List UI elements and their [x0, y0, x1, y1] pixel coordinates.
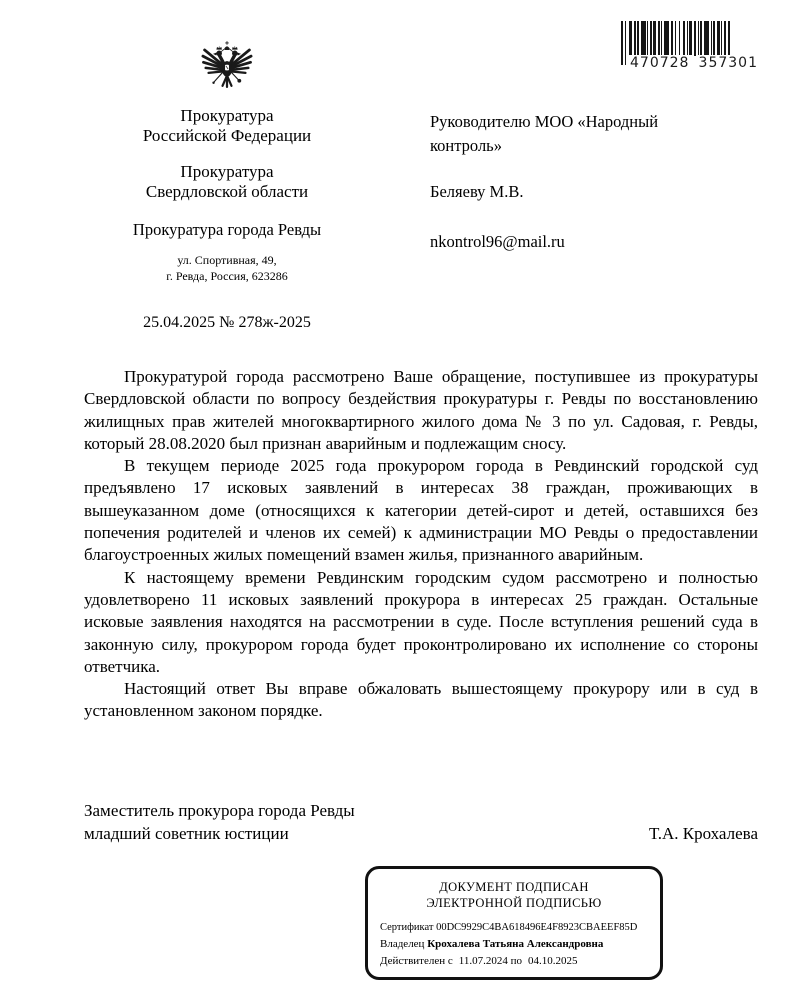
- barcode-bar: [683, 21, 685, 56]
- barcode-bar: [687, 21, 688, 56]
- barcode-bar: [621, 21, 623, 65]
- stamp-validity-between-label: по: [510, 955, 522, 967]
- body-paragraph: К настоящему времени Ревдинским городским судом рассмотрено и полностью удовлетворено 11 исковых заявлений прокурора в интересах 25 граждан. Остальные исковые заявления находятся на рассмотрении в суде. После вступления решений суда в законную силу, прокурором города будет проконтролировано их исполнение со стороны ответчика.: [84, 567, 758, 676]
- signer-position-line2: младший советник юстиции: [84, 824, 289, 843]
- barcode-bar: [650, 21, 652, 56]
- org-federation: [72, 106, 382, 146]
- address-line2: г. Ревда, Россия, 623286: [166, 268, 288, 283]
- barcode-bar: [721, 21, 722, 56]
- barcode-bar: [713, 21, 715, 56]
- barcode-digits-right: 357301: [696, 55, 761, 71]
- recipient-block: [430, 110, 692, 254]
- barcode-bar: [653, 21, 656, 56]
- barcode-bar: [711, 21, 712, 56]
- stamp-certificate: [380, 919, 660, 936]
- stamp-validity-label: Действителен с: [380, 955, 453, 967]
- signature-block: [84, 799, 758, 845]
- body-paragraph: Настоящий ответ Вы вправе обжаловать вышестоящему прокурору или в суд в установленном законом порядке.: [84, 679, 758, 721]
- date-and-number: 25.04.2025 № 278ж-2025: [143, 314, 311, 331]
- stamp-title-line1: ДОКУМЕНТ ПОДПИСАН: [439, 880, 589, 894]
- barcode-bar: [717, 21, 720, 56]
- org-region-line1: Прокуратура: [180, 162, 274, 181]
- barcode-bar: [664, 21, 669, 56]
- stamp-owner-label: Владелец: [380, 938, 425, 950]
- stamp-title-line2: ЭЛЕКТРОННОЙ ПОДПИСЬЮ: [426, 896, 602, 910]
- org-city: Прокуратура города Ревды: [132, 220, 322, 239]
- stamp-owner-value: Крохалева Татьяна Александровна: [427, 938, 604, 950]
- barcode-bar: [625, 21, 626, 65]
- letterhead: [72, 40, 382, 332]
- signer-position-line1: Заместитель прокурора города Ревды: [84, 801, 355, 820]
- barcode-bar: [698, 21, 699, 56]
- stamp-certificate-value: 00DC9929C4BA618496E4F8923CBAEEF85D: [436, 922, 638, 933]
- address-line1: ул. Спортивная, 49,: [177, 253, 277, 267]
- stamp-details: [380, 919, 660, 970]
- recipient-email: nkontrol96@mail.ru: [430, 232, 565, 251]
- barcode-bar: [689, 21, 692, 56]
- barcode-bar: [634, 21, 636, 56]
- org-federation-line1: Прокуратура: [180, 106, 274, 125]
- barcode-bar: [671, 21, 673, 56]
- barcode-bar: [661, 21, 662, 56]
- stamp-owner: [380, 936, 660, 953]
- barcode-bar: [647, 21, 648, 56]
- barcode-digits-left: 470728: [627, 55, 692, 71]
- org-region: [72, 162, 382, 202]
- body-paragraph: В текущем периоде 2025 года прокурором города в Ревдинский городской суд предъявлено 17 исковых заявлений в интересах 38 граждан, проживающих в вышеуказанном доме (относящихся к категории детей-сирот и детей, оставшихся без попечения родителей и членов их семей) к администрации МО Ревды о предоставлении благоустроенных жилых помещений взамен жилья, признанного аварийным.: [84, 456, 758, 565]
- stamp-validity: [380, 953, 660, 970]
- org-region-line2: Свердловской области: [145, 182, 309, 201]
- stamp-title: [368, 879, 660, 911]
- barcode: [621, 21, 767, 71]
- stamp-valid-from: 11.07.2024: [458, 955, 508, 967]
- body-paragraph: Прокуратурой города рассмотрено Ваше обращение, поступившее из прокуратуры Свердловской области по вопросу бездействия прокуратуры г. Ревды по восстановлению жилищных прав жителей многоквартирного жилого дома № 3 по ул. Садовая, г. Ревды, который 28.08.2020 был признан аварийным и подлежащим сносу.: [84, 367, 758, 453]
- barcode-bar: [641, 21, 646, 56]
- barcode-bar: [700, 21, 702, 56]
- org-federation-line2: Российской Федерации: [142, 126, 312, 145]
- stamp-certificate-label: Сертификат: [380, 922, 434, 933]
- barcode-bar: [694, 21, 696, 56]
- signer-name: Т.А. Крохалева: [649, 824, 758, 843]
- body-text: [84, 366, 758, 723]
- barcode-bar: [658, 21, 660, 56]
- barcode-bar: [637, 21, 639, 56]
- barcode-bar: [629, 21, 632, 56]
- digital-signature-stamp: [365, 866, 663, 980]
- recipient-name: Беляеву М.В.: [430, 182, 524, 201]
- barcode-digits: [627, 55, 761, 71]
- russian-coat-of-arms-icon: [72, 40, 382, 98]
- barcode-bar: [704, 21, 709, 56]
- stamp-valid-to: 04.10.2025: [528, 955, 578, 967]
- letterhead-address: [72, 253, 382, 284]
- recipient-addressee: Руководителю МОО «Народный контроль»: [430, 112, 659, 155]
- signer-position: [84, 799, 355, 845]
